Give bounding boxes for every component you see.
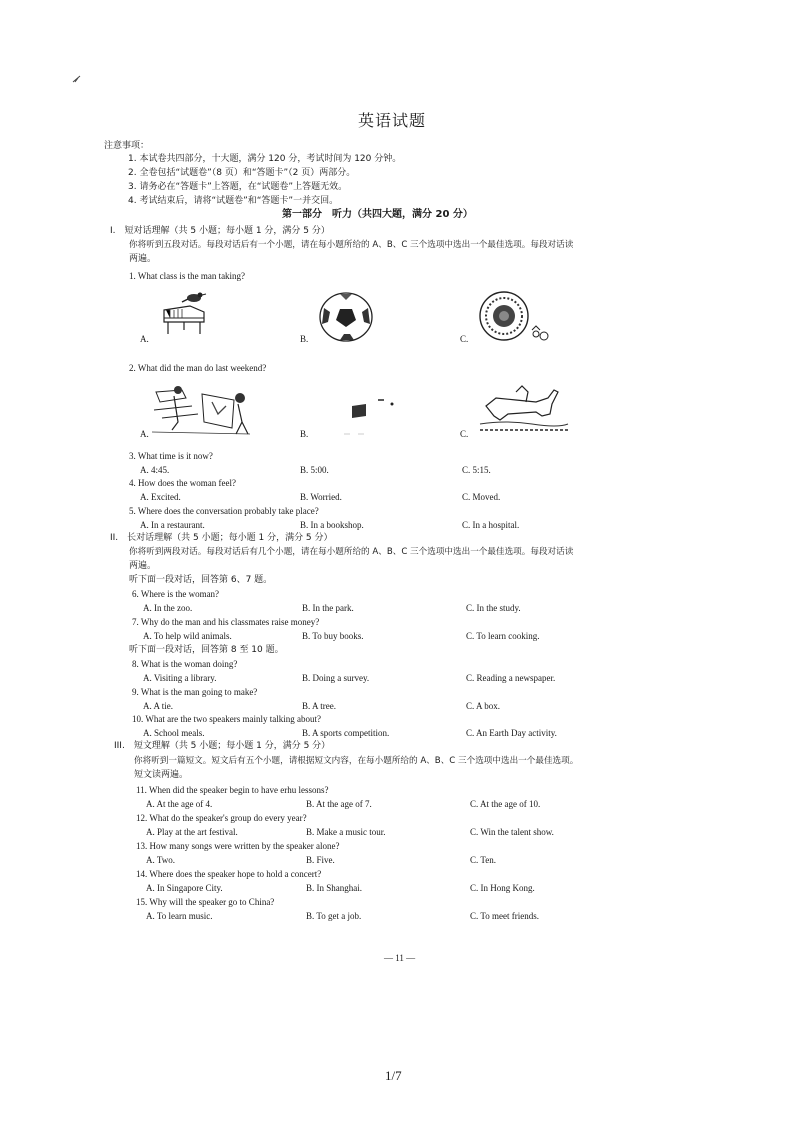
question-14: 14. Where does the speaker hope to hold a concert? <box>136 869 322 879</box>
section-heading: I. 短对话理解（共 5 小题；每小题 1 分，满分 5 分） <box>110 226 330 236</box>
option-c: C. Win the talent show. <box>470 827 554 837</box>
option-b: B. At the age of 7. <box>306 799 372 809</box>
option-a: A. To help wild animals. <box>143 631 232 641</box>
question-10: 10. What are the two speakers mainly talking about? <box>132 714 322 724</box>
option-c: C. An Earth Day activity. <box>466 728 557 738</box>
piano-bird-image <box>160 288 210 338</box>
option-c: C. In the study. <box>466 603 521 613</box>
question-9: 9. What is the man going to make? <box>132 687 258 697</box>
option-a: A. In the zoo. <box>143 603 193 613</box>
question-7: 7. Why do the man and his classmates raise money? <box>132 617 320 627</box>
option-a: A. <box>140 429 149 439</box>
page-indicator: 1/7 <box>385 1068 402 1083</box>
option-c: C. In a hospital. <box>462 520 520 530</box>
option-c: C. To learn cooking. <box>466 631 540 641</box>
document-title: 英语试题 <box>358 111 427 130</box>
option-b: B. Worried. <box>300 492 342 502</box>
section-heading: II. 长对话理解（共 5 小题；每小题 1 分，满分 5 分） <box>110 533 333 543</box>
section-instruction: 你将听到一篇短文。短文后有五个小题，请根据短文内容，在每小题所给的 A、B、C 三个选项中选出一个最佳选项。 <box>134 756 579 766</box>
option-a: A. Excited. <box>140 492 181 502</box>
option-b: B. Five. <box>306 855 335 865</box>
question-15: 15. Why will the speaker go to China? <box>136 897 275 907</box>
question-13: 13. How many songs were written by the speaker alone? <box>136 841 340 851</box>
option-c: C. 5:15. <box>462 465 491 475</box>
question-6: 6. Where is the woman? <box>132 589 220 599</box>
option-a: A. To learn music. <box>146 911 213 921</box>
note-item: 1. 本试卷共四部分，十大题，满分 120 分，考试时间为 120 分钟。 <box>128 154 402 164</box>
option-a: A. Play at the art festival. <box>146 827 238 837</box>
section-instruction: 你将听到两段对话。每段对话后有几个小题，请在每小题所给的 A、B、C 三个选项中选出一个最佳选项。每段对话读 <box>129 547 574 557</box>
decorated-plate-image <box>478 290 558 346</box>
option-a: A. A tie. <box>143 701 174 711</box>
note-item: 3. 请务必在“答题卡”上答题，在“试题卷”上答题无效。 <box>128 182 348 192</box>
question-11: 11. When did the speaker begin to have erhu lessons? <box>136 785 329 795</box>
option-c: C. <box>460 334 469 344</box>
option-a: A. At the age of 4. <box>146 799 213 809</box>
dialogue-lead: 听下面一段对话，回答第 8 至 10 题。 <box>129 645 284 655</box>
soccer-ball-image <box>318 292 374 342</box>
option-b: B. A sports competition. <box>302 728 390 738</box>
section-instruction: 你将听到五段对话。每段对话后有一个小题，请在每小题所给的 A、B、C 三个选项中选出一个最佳选项。每段对话读 <box>129 240 574 250</box>
question-2: 2. What did the man do last weekend? <box>129 363 267 373</box>
option-c: C. Moved. <box>462 492 501 502</box>
option-b: B. To get a job. <box>306 911 362 921</box>
question-12: 12. What do the speaker's group do every year? <box>136 813 307 823</box>
section-instruction: 两遍。 <box>129 254 157 264</box>
option-c: C. A box. <box>466 701 501 711</box>
question-3: 3. What time is it now? <box>129 451 213 461</box>
option-b: B. A tree. <box>302 701 336 711</box>
dialogue-lead: 听下面一段对话，回答第 6、7 题。 <box>129 575 273 585</box>
option-b: B. 5:00. <box>300 465 329 475</box>
option-c: C. Ten. <box>470 855 496 865</box>
option-c: C. In Hong Kong. <box>470 883 535 893</box>
option-b: B. In Shanghai. <box>306 883 362 893</box>
note-item: 2. 全卷包括“试题卷”（8 页）和“答题卡”（2 页）两部分。 <box>128 168 356 178</box>
painting-outdoors-image <box>152 382 252 438</box>
option-c: C. <box>460 429 469 439</box>
option-b: B. Make a music tour. <box>306 827 386 837</box>
option-a: A. In a restaurant. <box>140 520 205 530</box>
horse-riding-image <box>476 384 572 438</box>
question-8: 8. What is the woman doing? <box>132 659 238 669</box>
option-a: A. Visiting a library. <box>143 673 217 683</box>
section-heading: III. 短文理解（共 5 小题；每小题 1 分，满分 5 分） <box>114 741 331 751</box>
section-instruction: 两遍。 <box>129 561 157 571</box>
note-item: 4. 考试结束后，请将“试题卷”和“答题卡”一并交回。 <box>128 196 339 206</box>
option-b: B. In a bookshop. <box>300 520 364 530</box>
option-b: B. <box>300 429 309 439</box>
notes-heading: 注意事项： <box>104 141 150 151</box>
option-c: C. Reading a newspaper. <box>466 673 556 683</box>
option-b: B. To buy books. <box>302 631 364 641</box>
inner-page-number: — 11 — <box>384 953 416 963</box>
option-a: A. School meals. <box>143 728 205 738</box>
option-a: A. In Singapore City. <box>146 883 223 893</box>
option-b: B. In the park. <box>302 603 354 613</box>
section-instruction: 短文读两遍。 <box>134 770 189 780</box>
small-scene-image <box>344 396 404 436</box>
option-a: A. Two. <box>146 855 175 865</box>
question-4: 4. How does the woman feel? <box>129 478 236 488</box>
option-b: B. Doing a survey. <box>302 673 370 683</box>
part-heading: 第一部分 听力（共四大题，满分 20 分） <box>282 209 473 220</box>
option-c: C. At the age of 10. <box>470 799 541 809</box>
option-b: B. <box>300 334 309 344</box>
question-5: 5. Where does the conversation probably take place? <box>129 506 319 516</box>
option-a: A. <box>140 334 149 344</box>
option-c: C. To meet friends. <box>470 911 539 921</box>
scan-mark <box>72 74 82 84</box>
option-a: A. 4:45. <box>140 465 170 475</box>
question-1: 1. What class is the man taking? <box>129 271 246 281</box>
